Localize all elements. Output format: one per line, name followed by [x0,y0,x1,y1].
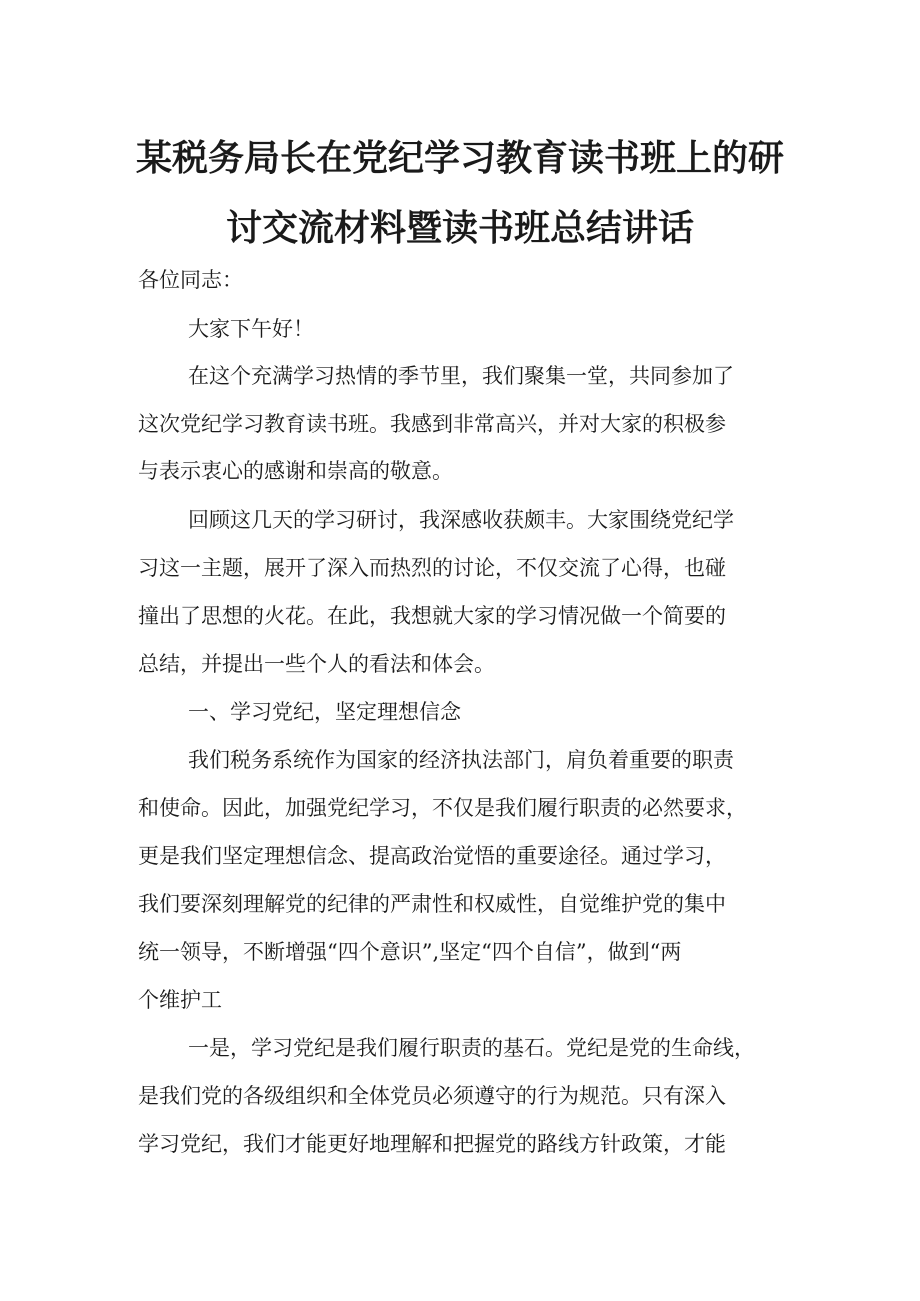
paragraph-2-line: 撞出了思想的火花。在此，我想就大家的学习情况做一个简要的 [138,604,726,628]
paragraph-4-line: 是我们党的各级组织和全体党员必须遵守的行为规范。只有深入 [138,1084,726,1108]
paragraph-1-line: 与表示衷心的感谢和崇高的敬意。 [138,459,453,483]
paragraph-4-line: 学习党纪，我们才能更好地理解和把握党的路线方针政策，才能 [138,1132,726,1156]
paragraph-4-line: 一是，学习党纪是我们履行职责的基石。党纪是党的生命线， [188,1036,755,1060]
paragraph-3-line: 我们税务系统作为国家的经济执法部门，肩负着重要的职责 [188,748,734,772]
document-title-line-1: 某税务局长在党纪学习教育读书班上的研 [135,138,784,179]
paragraph-1-line: 在这个充满学习热情的季节里，我们聚集一堂，共同参加了 [188,364,734,388]
paragraph-3-line: 我们要深刻理解党的纪律的严肃性和权威性，自觉维护党的集中 [138,892,726,916]
paragraph-2-line: 回顾这几天的学习研讨，我深感收获颇丰。大家围绕党纪学 [188,508,734,532]
paragraph-3-line: 统一领导，不断增强“四个意识”,坚定“四个自信”，做到“两 [138,940,682,964]
greeting: 大家下午好！ [188,317,314,341]
paragraph-3-line: 个维护工 [138,988,222,1012]
paragraph-3-line: 和使命。因此，加强党纪学习，不仅是我们履行职责的必然要求， [138,796,747,820]
paragraph-3-line: 更是我们坚定理想信念、提高政治觉悟的重要途径。通过学习， [138,844,726,868]
paragraph-1-line: 这次党纪学习教育读书班。我感到非常高兴，并对大家的积极参 [138,412,726,436]
salutation: 各位同志： [138,268,243,292]
section-1-heading: 一、学习党纪，坚定理想信念 [188,700,461,724]
paragraph-2-line: 总结，并提出一些个人的看法和体会。 [138,652,495,676]
document-title-line-2: 讨交流材料暨读书班总结讲话 [225,208,694,249]
paragraph-2-line: 习这一主题，展开了深入而热烈的讨论，不仅交流了心得，也碰 [138,556,726,580]
